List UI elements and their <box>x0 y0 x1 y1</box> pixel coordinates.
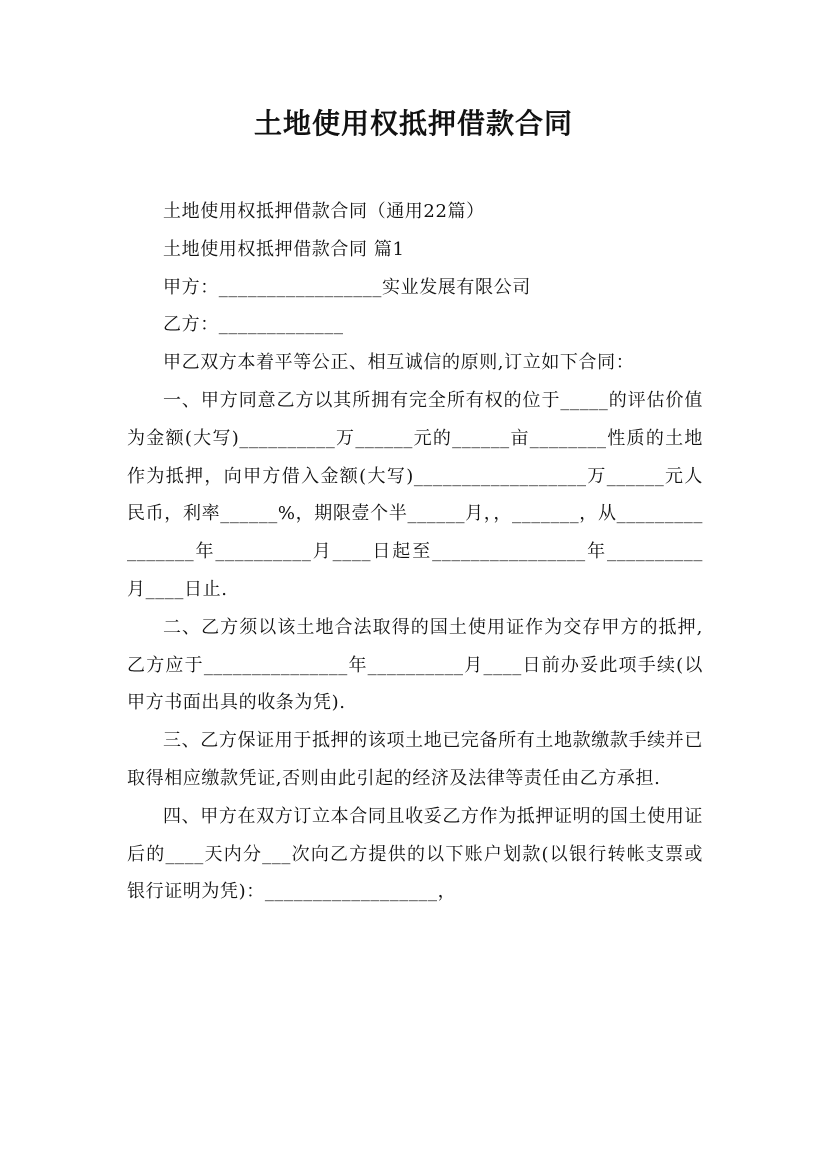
paragraph-subtitle: 土地使用权抵押借款合同（通用22篇） <box>163 201 485 222</box>
paragraph-party-a: 甲方：_________________实业发展有限公司 <box>163 276 531 298</box>
paragraph-preamble: 甲乙双方本着平等公正、相互诚信的原则,订立如下合同： <box>163 352 635 374</box>
paragraph-clause-4: 四、甲方在双方订立本合同且收妥乙方作为抵押证明的国土使用证后的____天内分___次向乙方提供的以下账户划款(以银行转帐支票或银行证明为凭)：__________________， <box>127 805 703 903</box>
document-body <box>127 193 703 911</box>
paragraph-clause-3: 三、乙方保证用于抵押的该项土地已完备所有土地款缴款手续并已取得相应缴款凭证,否则由此引起的经济及法律等责任由乙方承担. <box>127 730 703 789</box>
paragraph-clause-1: 一、甲方同意乙方以其所拥有完全所有权的位于_____的评估价值为金额(大写)__________万______元的______亩________性质的土地作为抵押，向甲方借入金额(大写)__________________万______元人民币，利率______%，期限壹个半______月，，_______，从________________年__________月____日起至________________年__________月____日止. <box>127 389 703 600</box>
paragraph-party-b: 乙方：_____________ <box>163 314 344 336</box>
paragraph-clause-2: 二、乙方须以该土地合法取得的国土使用证作为交存甲方的抵押,乙方应于_______________年__________月____日前办妥此项手续(以甲方书面出具的收条为凭). <box>127 616 703 714</box>
document-title: 土地使用权抵押借款合同 <box>253 107 573 140</box>
paragraph-section-heading: 土地使用权抵押借款合同 篇1 <box>163 238 405 260</box>
